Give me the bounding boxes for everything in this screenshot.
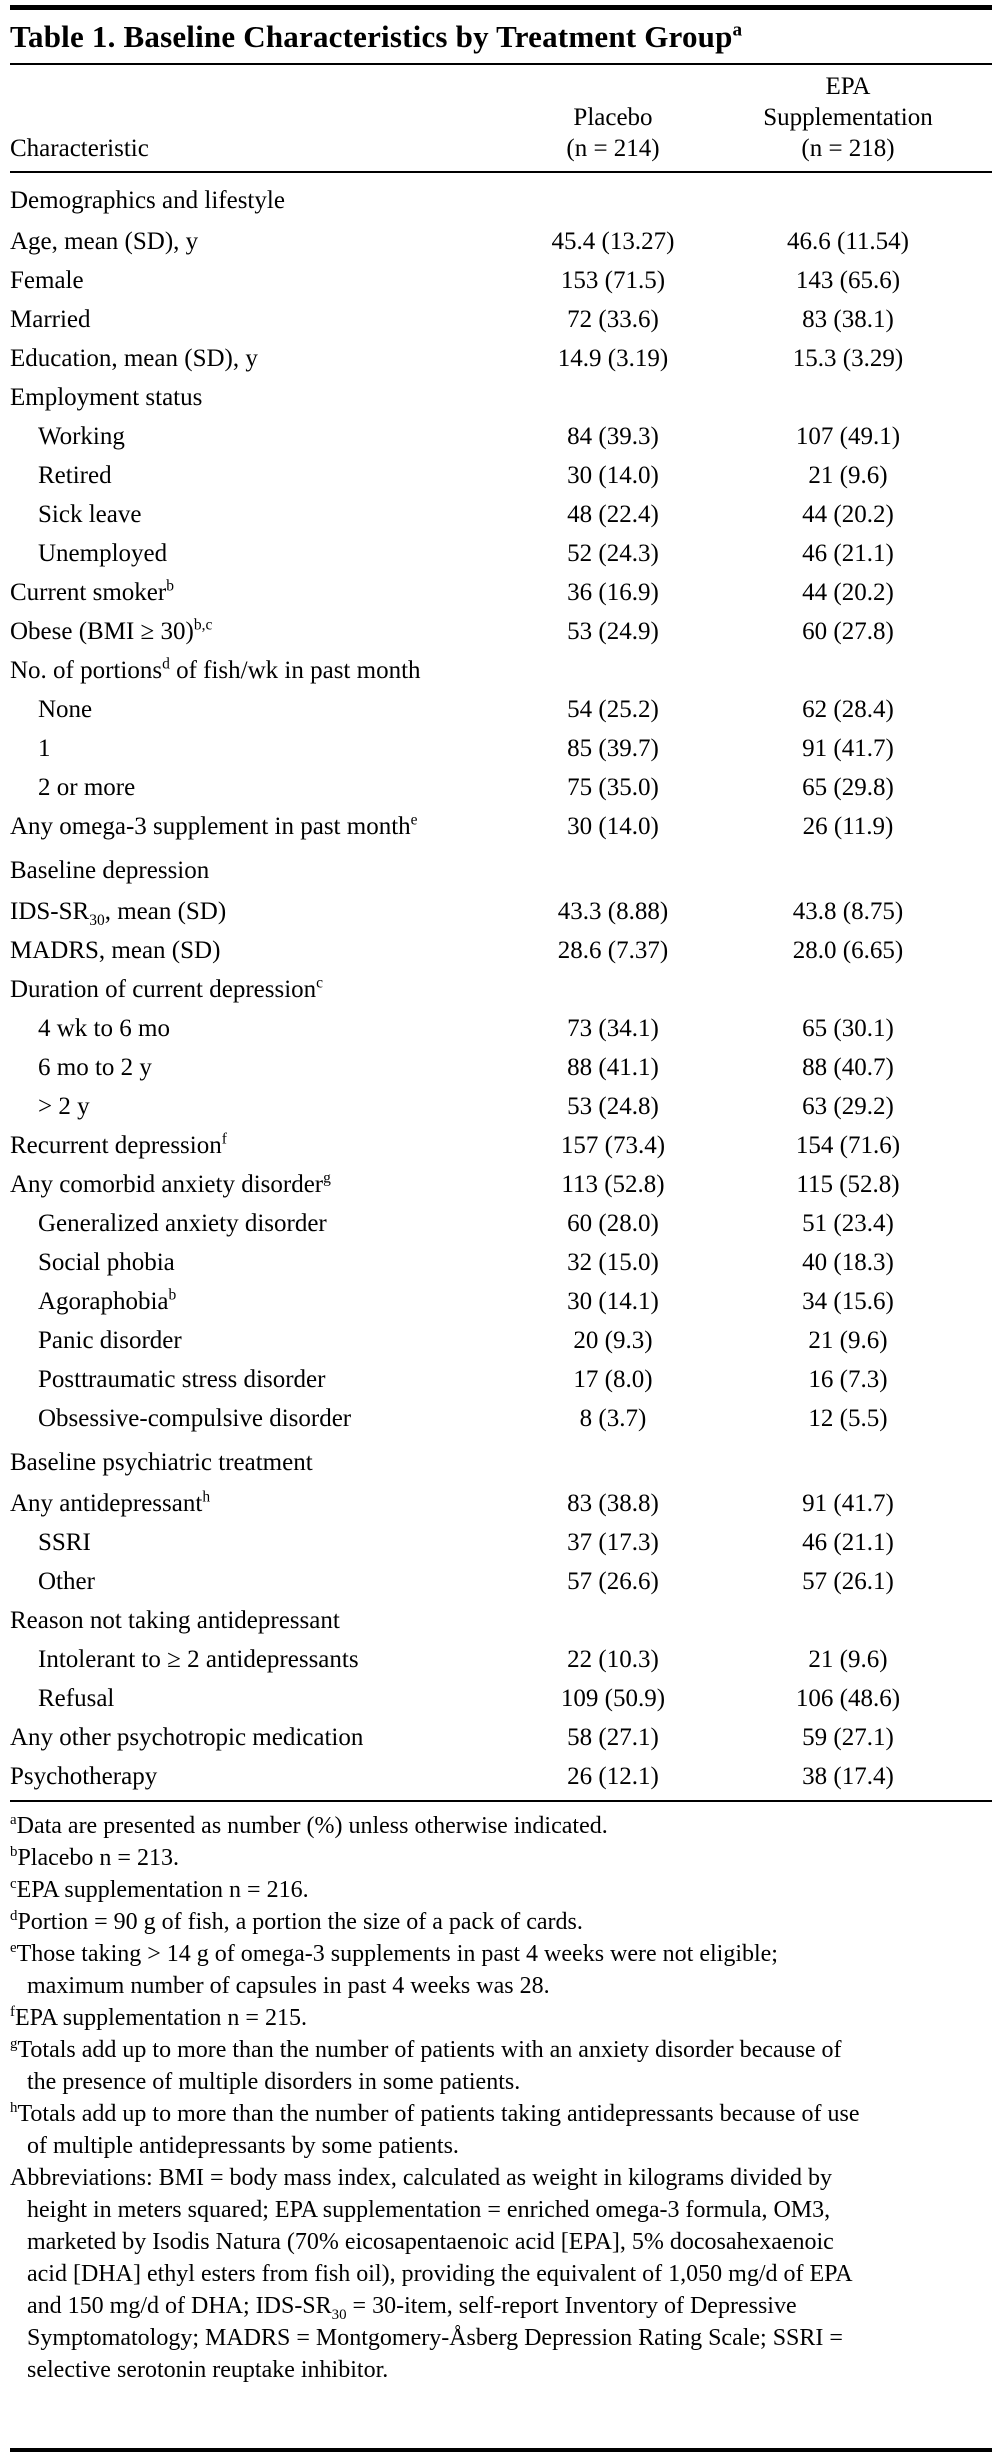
table-row [10, 1243, 992, 1282]
row-label: Married [10, 306, 91, 333]
bottom-rule [10, 2448, 992, 2452]
table-row [10, 807, 992, 846]
header-epa [704, 71, 992, 164]
table-title-footnote-marker: a [732, 19, 743, 41]
placebo-value: 109 (50.9) [560, 1685, 666, 1712]
spacer [10, 2396, 992, 2448]
table-row [10, 1204, 992, 1243]
placebo-value: 45.4 (13.27) [551, 228, 675, 255]
footnote-f: $^f$EPA supplementation n = 215. [10, 2004, 307, 2031]
row-label: Retired [38, 462, 112, 489]
table-row [10, 222, 992, 261]
row-label: Generalized anxiety disorder [38, 1210, 327, 1237]
row-label: Employment status [10, 384, 203, 411]
table-row [10, 573, 992, 612]
placebo-value: 30 (14.0) [567, 462, 659, 489]
placebo-value: 8 (3.7) [579, 1405, 647, 1432]
epa-value: 154 (71.6) [795, 1132, 901, 1159]
placebo-value: 54 (25.2) [567, 696, 659, 723]
section-row [10, 1443, 992, 1482]
row-label: Refusal [38, 1685, 115, 1712]
table-row [10, 1048, 992, 1087]
placebo-value [522, 851, 704, 890]
header-epa-line3: (n = 218) [801, 135, 895, 162]
footnote-marker: d [10, 1908, 18, 1924]
table-body [10, 173, 992, 1800]
table-row [10, 495, 992, 534]
header-placebo [522, 102, 704, 164]
epa-value: 46 (21.1) [802, 540, 894, 567]
placebo-value: 36 (16.9) [567, 579, 659, 606]
row-label: Any other psychotropic medication [10, 1724, 364, 1751]
epa-value: 21 (9.6) [808, 1646, 888, 1673]
epa-value [704, 1601, 992, 1640]
table-row [10, 1523, 992, 1562]
row-label: Baseline psychiatric treatment [10, 1449, 313, 1476]
placebo-value: 88 (41.1) [567, 1054, 659, 1081]
footnote-marker: f [10, 2004, 15, 2020]
epa-value: 21 (9.6) [808, 462, 888, 489]
table-row [10, 729, 992, 768]
epa-value: 57 (26.1) [802, 1568, 894, 1595]
placebo-value: 57 (26.6) [567, 1568, 659, 1595]
footnote-marker: f [221, 1130, 227, 1148]
epa-value: 46.6 (11.54) [787, 228, 909, 255]
epa-value: 143 (65.6) [795, 267, 901, 294]
table-row [10, 1126, 992, 1165]
epa-value: 16 (7.3) [808, 1366, 888, 1393]
placebo-value: 73 (34.1) [567, 1015, 659, 1042]
row-label: Unemployed [38, 540, 168, 567]
placebo-value: 153 (71.5) [560, 267, 666, 294]
epa-value: 107 (49.1) [795, 423, 901, 450]
placebo-value: 60 (28.0) [567, 1210, 659, 1237]
row-label: Working [38, 423, 125, 450]
epa-value: 91 (41.7) [802, 735, 894, 762]
footnotes [10, 1802, 992, 2396]
placebo-value: 53 (24.8) [567, 1093, 659, 1120]
footnote-marker: g [323, 1169, 331, 1187]
table-row [10, 534, 992, 573]
footnote-marker: h [202, 1488, 211, 1506]
epa-value: 65 (30.1) [802, 1015, 894, 1042]
placebo-value: 58 (27.1) [567, 1724, 659, 1751]
section-row [10, 851, 992, 890]
footnote-marker: b,c [193, 616, 213, 634]
footnote-b: $^b$Placebo n = 213. [10, 1844, 179, 1871]
table-row [10, 261, 992, 300]
epa-value [704, 378, 992, 417]
row-label: Obese (BMI ≥ 30)$^{b,c}$ [10, 616, 213, 645]
row-label: Baseline depression [10, 857, 210, 884]
footnote-g: $^g$Totals add up to more than the number of patients with an anxiety disorder because of the presence of multiple disorders in some patients. [10, 2036, 842, 2095]
placebo-value: 22 (10.3) [567, 1646, 659, 1673]
table-row [10, 690, 992, 729]
table-row [10, 339, 992, 378]
footnote-marker: h [10, 2100, 18, 2116]
table-row [10, 417, 992, 456]
epa-value: 63 (29.2) [802, 1093, 894, 1120]
footnote-marker: e [410, 811, 418, 829]
table-row [10, 1562, 992, 1601]
footnote-d: $^d$Portion = 90 g of fish, a portion the size of a pack of cards. [10, 1908, 583, 1935]
footnote-abbreviations: Abbreviations: BMI = body mass index, calculated as weight in kilograms divided by height in meters squared; EPA supplementation = enriched omega-3 formula, OM3, marketed by Isodis Natura (70% eicosapentaenoic acid [EPA], 5% docosahexaenoic acid [DHA] ethyl esters from fish oil), providing the equivalent of 1,050 mg/d of EPA and 150 mg/d of DHA; IDS-$SR_{30}$ = 30-item, self-report Inventory of Depressive Symptomatology; MADRS = Montgomery-Åsberg Depression Rating Scale; SSRI = selective serotonin reuptake inhibitor. [10, 2165, 852, 2383]
row-label: 1 [38, 735, 51, 762]
epa-value: 46 (21.1) [802, 1529, 894, 1556]
placebo-value: 26 (12.1) [567, 1763, 659, 1790]
epa-value: 34 (15.6) [802, 1288, 894, 1315]
epa-value: 44 (20.2) [802, 579, 894, 606]
placebo-value: 17 (8.0) [573, 1366, 653, 1393]
epa-value: 12 (5.5) [808, 1405, 888, 1432]
epa-value: 26 (11.9) [802, 813, 894, 840]
row-label: Current smoker$^b$ [10, 577, 174, 606]
epa-value: 15.3 (3.29) [792, 345, 904, 372]
row-label: MADRS, mean (SD) [10, 937, 221, 964]
footnote-marker: e [10, 1940, 17, 1956]
footnote-marker: b [168, 1286, 177, 1304]
placebo-value: 28.6 (7.37) [557, 937, 669, 964]
table-row [10, 1601, 992, 1640]
placebo-value: 32 (15.0) [567, 1249, 659, 1276]
epa-value: 106 (48.6) [795, 1685, 901, 1712]
placebo-value: 20 (9.3) [573, 1327, 653, 1354]
placebo-value: 14.9 (3.19) [557, 345, 669, 372]
epa-value [704, 851, 992, 890]
table-row [10, 1484, 992, 1523]
epa-value: 44 (20.2) [802, 501, 894, 528]
epa-value: 83 (38.1) [802, 306, 894, 333]
placebo-value: 83 (38.8) [567, 1490, 659, 1517]
row-label: Duration of current depression$^c$ [10, 974, 324, 1003]
row-label: Age, mean (SD), y [10, 228, 199, 255]
placebo-value [522, 378, 704, 417]
table-row [10, 892, 992, 931]
table-row [10, 1399, 992, 1438]
placebo-value: 37 (17.3) [567, 1529, 659, 1556]
table-row [10, 378, 992, 417]
epa-value: 51 (23.4) [802, 1210, 894, 1237]
table-header [10, 65, 992, 171]
placebo-value [522, 651, 704, 690]
row-label: Any comorbid anxiety disorder$^g$ [10, 1169, 331, 1198]
placebo-value: 85 (39.7) [567, 735, 659, 762]
epa-value: 28.0 (6.65) [792, 937, 904, 964]
row-label: Panic disorder [38, 1327, 182, 1354]
row-label: > 2 y [38, 1093, 90, 1120]
table-row [10, 612, 992, 651]
placebo-value [522, 181, 704, 220]
footnote-marker: c [10, 1876, 17, 1892]
table-row [10, 1009, 992, 1048]
row-label: No. of portions$^d$ of fish/wk in past month [10, 655, 421, 684]
placebo-value: 113 (52.8) [561, 1171, 665, 1198]
footnote-h: $^h$Totals add up to more than the number of patients taking antidepressants because of use of multiple antidepressants by some patients. [10, 2100, 860, 2159]
header-epa-line2: Supplementation [763, 104, 933, 131]
row-label: Other [38, 1568, 95, 1595]
row-label: Sick leave [38, 501, 142, 528]
epa-value: 60 (27.8) [802, 618, 894, 645]
footnote-marker: a [10, 1812, 17, 1828]
footnote-e: $^e$Those taking > 14 g of omega-3 supplements in past 4 weeks were not eligible; maximum number of capsules in past 4 weeks was 28. [10, 1940, 778, 1999]
row-label: None [38, 696, 93, 723]
footnote-c: $^c$EPA supplementation n = 216. [10, 1876, 309, 1903]
footnote-marker: d [162, 655, 170, 673]
row-label: Female [10, 267, 84, 294]
table-row [10, 1282, 992, 1321]
row-label: Reason not taking antidepressant [10, 1607, 340, 1634]
section-row [10, 181, 992, 220]
placebo-value: 84 (39.3) [567, 423, 659, 450]
placebo-value: 43.3 (8.88) [557, 898, 669, 925]
placebo-value: 30 (14.1) [567, 1288, 659, 1315]
row-label: Posttraumatic stress disorder [38, 1366, 326, 1393]
row-label: Social phobia [38, 1249, 175, 1276]
table-row [10, 1640, 992, 1679]
placebo-value: 75 (35.0) [567, 774, 659, 801]
epa-value: 88 (40.7) [802, 1054, 894, 1081]
header-placebo-line1: Placebo [573, 104, 653, 131]
subscript: 30 [89, 912, 105, 929]
header-epa-line1: EPA [825, 73, 871, 100]
epa-value [704, 1443, 992, 1482]
table-row [10, 1718, 992, 1757]
row-label: 4 wk to 6 mo [38, 1015, 170, 1042]
row-label: IDS-$SR_{30}$, mean (SD) [10, 898, 227, 929]
row-label: Agoraphobia$^b$ [38, 1286, 177, 1315]
header-characteristic-label: Characteristic [10, 135, 149, 162]
placebo-value [522, 1601, 704, 1640]
footnote-marker: b [10, 1844, 18, 1860]
subscript: 30 [331, 2306, 347, 2323]
footnote-marker: b [166, 577, 174, 595]
epa-value [704, 181, 992, 220]
table-row [10, 970, 992, 1009]
footnote-marker: g [10, 2036, 18, 2052]
table-row [10, 1360, 992, 1399]
row-label: Intolerant to ≥ 2 antidepressants [38, 1646, 359, 1673]
row-label: Recurrent depression$^f$ [10, 1130, 227, 1159]
footnote-marker: c [316, 974, 324, 992]
placebo-value [522, 970, 704, 1009]
table-title-text: Table 1. Baseline Characteristics by Treatment Group [10, 19, 733, 54]
table-row [10, 1679, 992, 1718]
row-label: Education, mean (SD), y [10, 345, 258, 372]
epa-value: 91 (41.7) [802, 1490, 894, 1517]
epa-value: 59 (27.1) [802, 1724, 894, 1751]
row-label: Psychotherapy [10, 1763, 158, 1790]
row-label: Obsessive-compulsive disorder [38, 1405, 352, 1432]
epa-value [704, 651, 992, 690]
placebo-value [522, 1443, 704, 1482]
table-row [10, 1087, 992, 1126]
footnote-a: $^a$Data are presented as number (%) unless otherwise indicated. [10, 1812, 608, 1839]
epa-value: 21 (9.6) [808, 1327, 888, 1354]
table-row [10, 1321, 992, 1360]
placebo-value: 30 (14.0) [567, 813, 659, 840]
epa-value [704, 970, 992, 1009]
table-row [10, 651, 992, 690]
placebo-value: 72 (33.6) [567, 306, 659, 333]
table-row [10, 456, 992, 495]
header-placebo-line2: (n = 214) [566, 135, 660, 162]
row-label: SSRI [38, 1529, 91, 1556]
placebo-value: 52 (24.3) [567, 540, 659, 567]
table-row [10, 1757, 992, 1796]
placebo-value: 53 (24.9) [567, 618, 659, 645]
header-characteristic [10, 133, 522, 164]
table-row [10, 1165, 992, 1204]
epa-value: 115 (52.8) [796, 1171, 900, 1198]
epa-value: 43.8 (8.75) [792, 898, 904, 925]
epa-value: 65 (29.8) [802, 774, 894, 801]
epa-value: 62 (28.4) [802, 696, 894, 723]
row-label: 2 or more [38, 774, 136, 801]
row-label: 6 mo to 2 y [38, 1054, 152, 1081]
row-label: Any antidepressant$^h$ [10, 1488, 211, 1517]
table-row [10, 300, 992, 339]
placebo-value: 48 (22.4) [567, 501, 659, 528]
table-row [10, 768, 992, 807]
placebo-value: 157 (73.4) [560, 1132, 666, 1159]
table-title [10, 10, 992, 63]
row-label: Any omega-3 supplement in past month$^e$ [10, 811, 418, 840]
table-row [10, 931, 992, 970]
epa-value: 38 (17.4) [802, 1763, 894, 1790]
epa-value: 40 (18.3) [802, 1249, 894, 1276]
row-label: Demographics and lifestyle [10, 187, 285, 214]
